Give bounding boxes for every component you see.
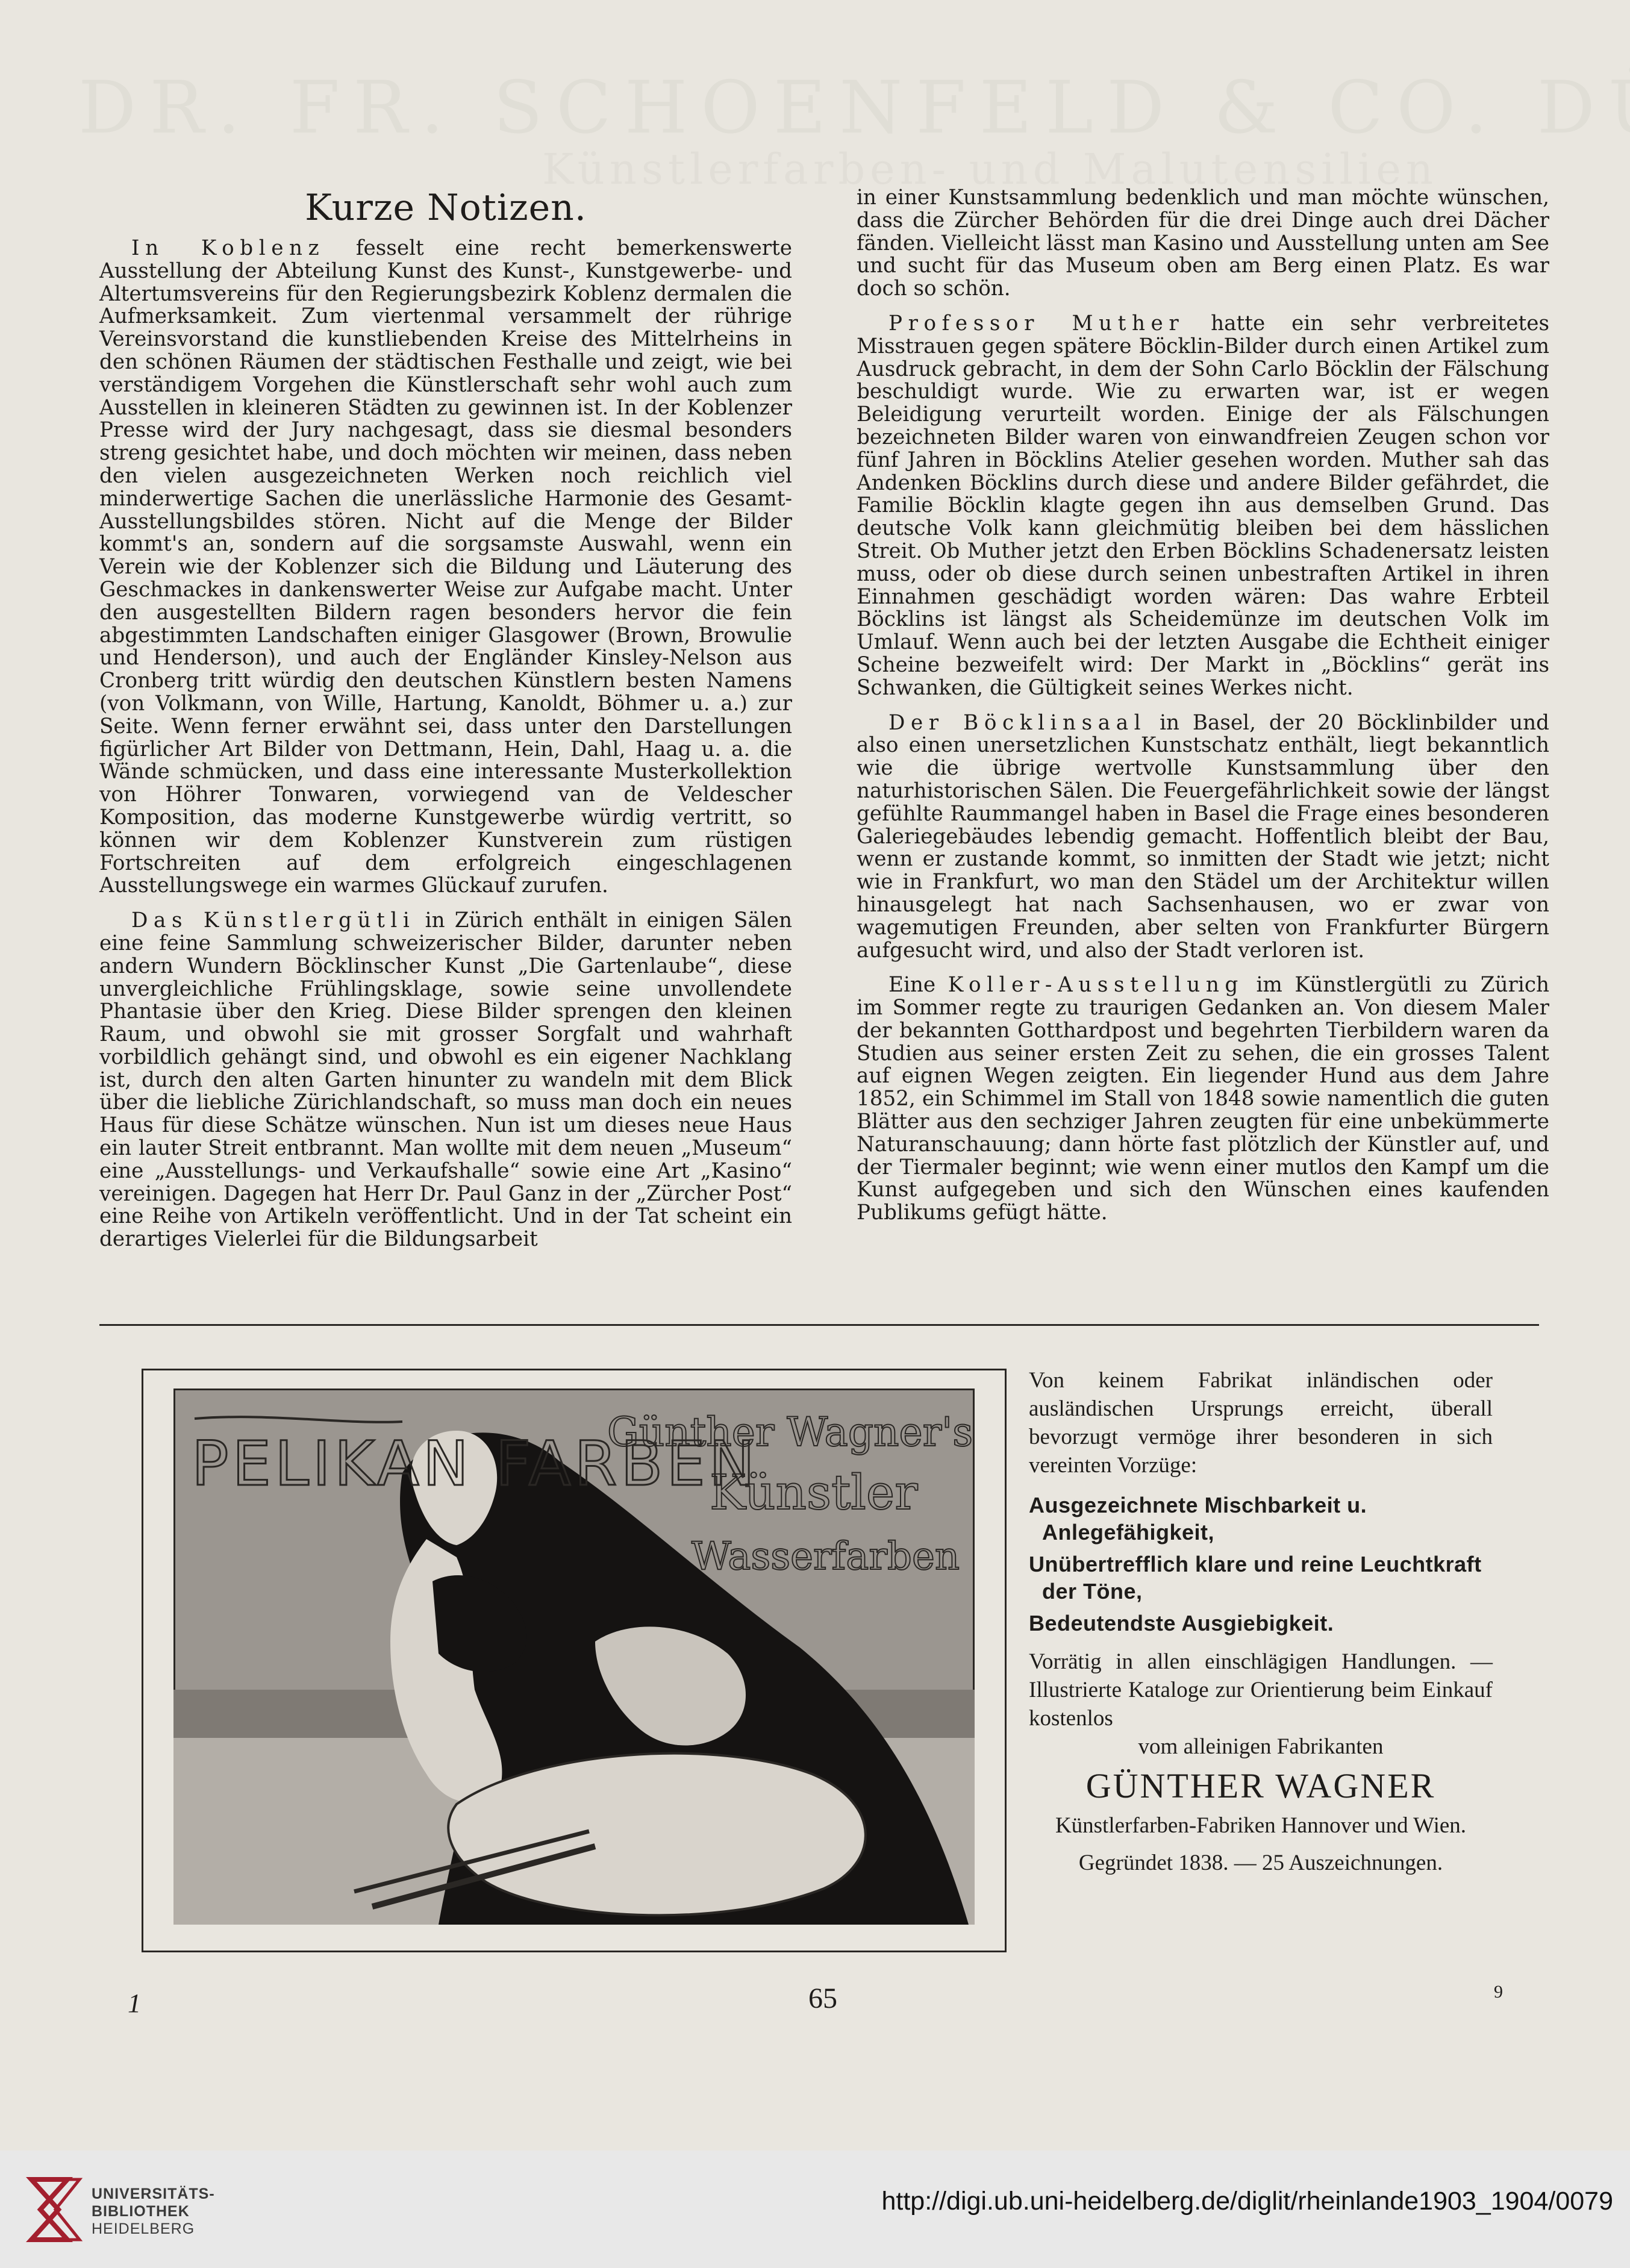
paragraph-body: fesselt eine recht bemerkenswerte Ausstellung der Abteilung Kunst des Kunst-, Kunstgewerbe- und Altertumsvereins für den Regierungsbezirk Koblenz dermalen die Aufmerksamkeit. Zum viertenmal versammelt der rührige Vereinsvorstand die kunstliebenden Kreise des Mittelrheins in den schönen Räumen der städtischen Festhalle und zeigt, wie bei verständigem Vorgehen die Künstlerschaft sehr wohl auch zum Ausstellen in kleineren Städten zu gewinnen ist. In der Koblenzer Presse wird der Jury nachgesagt, dass sie diesmal besonders streng gesichtet habe, und doch möchten wir meinen, dass neben den vielen ausgezeichneten Werken noch reichlich viel minderwertige Sachen die unerlässliche Harmonie des Gesamt-Ausstellungsbildes stören. Nicht auf die Menge der Bilder kommt's an, sondern auf die sorgsamste Auswahl, wenn ein Verein wie der Koblenzer sich die Bildung und Läuterung des Geschmackes in dankenswerter Weise zur Aufgabe macht. Unter den ausgestellten Bildern ragen besonders hervor die fein abgestimmten Landschaften einiger Glasgower (Brown, Browulie und Henderson), und auch der Engländer Kinsley-Nelson aus Cronberg tritt würdig den deutschen Künstlern besten Namens (von Volkmann, von Wille, Hartung, Kanoldt, Böhmer u. a.) zur Seite. Wenn ferner erwähnt sei, dass unter den Darstellungen figürlicher Art Bilder von Dettmann, Hein, Dahl, Haag u. a. die Wände schmücken, und dass eine interessante Musterkollektion von Höhrer Tonwaren, vorwiegend van de Veldescher Komposition, das moderne Kunstgewerbe würdig vertritt, so können wir dem Koblenzer Kunstverein zum rüstigen Fortschreiten auf dem erfolgreich eingeschlagenen Ausstellungswege ein warmes Glückauf zurufen.	[99, 236, 793, 898]
paragraph-lead: In Koblenz	[131, 236, 325, 260]
paragraph-boecklinsaal	[857, 712, 1549, 963]
library-footer-bar	[0, 2151, 1630, 2268]
poster-product-line: Künstler	[710, 1464, 918, 1520]
paragraph-muther	[857, 313, 1549, 700]
section-divider	[99, 1324, 1539, 1326]
paragraph-lead: Professor Muther	[888, 311, 1185, 336]
advertisement-copy	[1029, 1366, 1493, 1878]
library-name	[92, 2185, 215, 2238]
ad-intro: Von keinem Fabrikat inländischen oder ausländischen Ursprungs erreicht, überall bevorzugt vermöge ihrer besonderen in sich vereinten Vorzüge:	[1029, 1368, 1493, 1478]
paragraph-kuenstlerguetli	[99, 910, 792, 1251]
ad-availability-tail: vom alleinigen Fabrikanten	[1138, 1734, 1384, 1759]
library-logo-icon	[19, 2173, 86, 2246]
signature-mark-right: 9	[1494, 1982, 1503, 2002]
pelikan-poster-illustration	[173, 1389, 975, 1925]
paragraph-lead-prefix: Eine	[888, 973, 948, 998]
poster-product-type: Wasserfarben	[692, 1534, 960, 1579]
library-name-line: BIBLIOTHEK	[92, 2203, 190, 2220]
poster-brand-line-1: PELIKAN FARBEN	[192, 1428, 759, 1500]
paragraph-body: in Zürich enthält in einigen Sälen eine feine Sammlung schweizerischer Bilder, darunter neben andern Wundern Böcklinscher Kunst „Die Gartenlaube“, diese unvergleichliche Frühlingsklage, sowie seine unvollendete Phantasie über den Krieg. Diese Bilder sprengen den kleinen Raum, und obwohl sie mit grosser Sorgfalt und wahrhaft vorbildlich gehängt sind, und obwohl es ein eigener Nachklang ist, durch den alten Garten hinunter zu wandeln mit dem Blick über die liebliche Zürichlandschaft, so muss man doch ein neues Haus für diese Schätze wünschen. Nun ist um dieses neue Haus ein lauter Streit entbrannt. Man wollte mit dem neuen „Museum“ eine „Ausstellungs- und Verkaufshalle“ sowie eine Art „Kasino“ vereinigen. Dagegen hat Herr Dr. Paul Ganz in der „Zürcher Post“ eine Reihe von Artikeln veröffentlicht. Und in der Tat scheint ein derartiges Vielerlei für die Bildungsarbeit	[99, 908, 793, 1252]
masthead-bleedthrough	[78, 66, 1584, 150]
page-number: 65	[808, 1982, 837, 2014]
paragraph-koller	[857, 974, 1549, 1225]
paragraph-lead: Der Böcklinsaal	[888, 710, 1147, 735]
signature-mark-left: 1	[128, 1988, 141, 2018]
article-column-left	[99, 187, 792, 1251]
paragraph-body: in Basel, der 20 Böcklinbilder und also einen unersetzlichen Kunstschatz enthält, liegt bekanntlich wie die übrige wertvolle Kunstsammlung über den naturhistorischen Sälen. Die Feuergefährlichkeit sowie der längst gefühlte Raummangel haben in Basel die Frage eines besonderen Galeriegebäudes lebendig gemacht. Hoffentlich bleibt der Bau, wenn er zustande kommt, so inmitten der Stadt wie jetzt; nicht wie in Frankfurt, wo man den Städel um der Architektur willen hinausgelegt hat nach Sachsenhausen, wo er zwar von wagemutigen Freunden, aber selten von Frankfurter Bürgern aufgesucht wird, und also der Stadt verloren ist.	[857, 710, 1549, 963]
paragraph-continuation: in einer Kunstsammlung bedenklich und man möchte wünschen, dass die Zürcher Behörden für die drei Dinge auch drei Dächer fänden. Vielleicht lässt man Kasino und Ausstellung unten am See und sucht für das Museum oben am Berg einen Platz. Es war doch so schön.	[857, 186, 1549, 301]
ad-feature-item: Bedeutendste Ausgiebigkeit.	[1029, 1611, 1334, 1635]
ad-feature-list	[1029, 1492, 1493, 1637]
library-name-line: HEIDELBERG	[92, 2220, 195, 2237]
ad-feature-item: Unübertrefflich klare und reine Leuchtkraft der Töne,	[1029, 1552, 1482, 1604]
paragraph-body: hatte ein sehr verbreitetes Misstrauen gegen spätere Böcklin-Bilder durch einen Artikel zum Ausdruck gebracht, in dem der Sohn Carlo Böcklin der Fälschung beschuldigt wurde. Wie zu erwarten war, ist er wegen Beleidigung verurteilt worden. Einige der als Fälschungen bezeichneten Bilder waren von einwandfreien Zeugen schon vor fünf Jahren in Böcklins Atelier gesehen worden. Muther sah das Andenken Böcklins durch diese und andere Bilder gefährdet, die Familie Böcklin klagte gegen ihn aus demselben Grund. Das deutsche Volk kann gleichmütig bleiben bei dem hässlichen Streit. Ob Muther jetzt den Erben Böcklins Schadenersatz leisten muss, oder ob diese durch seinen unbestraften Artikel in ihren Einnahmen geschädigt worden wären: Das wahre Erbteil Böcklins ist längst als Scheidemünze im deutschen Volk im Umlauf. Wenn auch bei der letzten Ausgabe die Echtheit einiger Scheine bezweifelt wird: Der Markt in „Böcklins“ gerät ins Schwanken, die Gültigkeit seines Werkes nicht.	[857, 311, 1549, 700]
advertisement-poster-frame	[142, 1369, 1007, 1952]
paragraph-body: im Künstlergütli zu Zürich im Sommer regte zu traurigen Gedanken an. Von diesem Maler der bekannten Gotthardpost und begehrten Tierbildern waren da Studien aus seiner ersten Zeit zu sehen, die ein grosses Talent auf eignen Wegen zeigten. Ein liegender Hund aus dem Jahre 1852, ein Schimmel im Stall von 1848 sowie namentlich die guten Blätter aus den sechziger Jahren zeugten für eine unbekümmerte Naturanschauung; dann hörte fast plötzlich der Künstler auf, und der Tiermaler beginnt; wie wenn einer mutlos den Kampf um die Kunst aufgegeben und sich den Wünschen eines kaufenden Publikums gefügt hätte.	[857, 973, 1549, 1225]
paragraph-lead: Das Künstlergütli	[131, 908, 416, 933]
paragraph-lead: Koller-Ausstellung	[948, 973, 1244, 998]
library-name-line: UNIVERSITÄTS-	[92, 2185, 215, 2202]
ad-factories: Künstlerfarben-Fabriken Hannover und Wien.	[1055, 1813, 1467, 1838]
poster-maker-name: Günther Wagner's	[607, 1409, 973, 1455]
ad-brand-name: GÜNTHER WAGNER	[1085, 1766, 1436, 1805]
article-heading: Kurze Notizen.	[305, 187, 587, 229]
permalink-url[interactable]: http://digi.ub.uni-heidelberg.de/diglit/rheinlande1903_1904/0079	[881, 2187, 1613, 2216]
ad-founded: Gegründet 1838. — 25 Auszeichnungen.	[1078, 1851, 1443, 1875]
ad-availability: Vorrätig in allen einschlägigen Handlungen. — Illustrierte Kataloge zur Orientierung beim Einkauf kostenlos	[1029, 1649, 1493, 1731]
paragraph-koblenz	[99, 237, 792, 898]
article-column-right	[857, 187, 1549, 1225]
ad-feature-item: Ausgezeichnete Mischbarkeit u. Anlegefähigkeit,	[1029, 1493, 1367, 1545]
